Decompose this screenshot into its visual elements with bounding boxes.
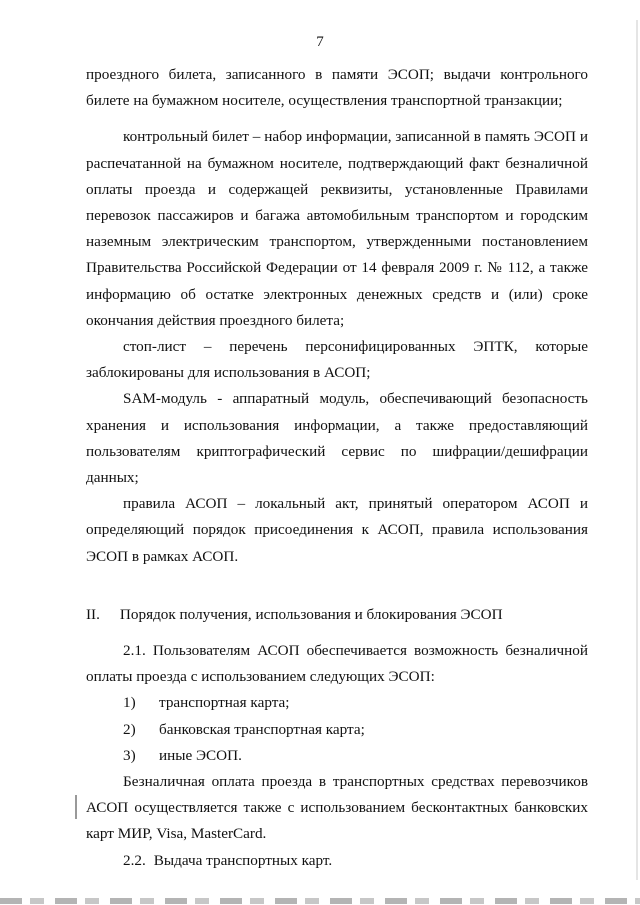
paragraph-asop-rules: правила АСОП – локальный акт, принятый оператором АСОП и определяющий порядок присоединения к АСОП, правила использования ЭСОП в рамках АСОП. bbox=[86, 495, 588, 565]
section-title: Порядок получения, использования и блокирования ЭСОП bbox=[119, 605, 503, 623]
page-number: 7 bbox=[316, 34, 324, 50]
list-item-number: 3) bbox=[123, 746, 136, 764]
clause-2-1: 2.1. Пользователям АСОП обеспечивается возможность безналичной оплаты проезда с использованием следующих ЭСОП: bbox=[86, 642, 588, 686]
scan-right-edge bbox=[636, 20, 638, 880]
clause-2-2 bbox=[86, 848, 588, 874]
paragraph-sam-module: SAM-модуль - аппаратный модуль, обеспечивающий безопасность хранения и использования информации, а также предоставляющий пользователям криптографический сервис по шифрации/дешифрации данных; bbox=[86, 390, 588, 487]
paragraph-cashless-payment: Безналичная оплата проезда в транспортных средствах перевозчиков АСОП осуществляется также с использованием бесконтактных банковских карт МИР, Visa, MasterCard. bbox=[86, 773, 588, 843]
list-item bbox=[86, 717, 588, 743]
scan-margin-mark bbox=[75, 795, 77, 819]
section-number: II. bbox=[86, 605, 100, 623]
list-item-text: банковская транспортная карта; bbox=[159, 720, 365, 738]
clause-2-2-text: Выдача транспортных карт. bbox=[153, 851, 333, 869]
list-item bbox=[86, 743, 588, 769]
list-item-text: иные ЭСОП. bbox=[159, 746, 242, 764]
paragraph-control-ticket: контрольный билет – набор информации, записанной в память ЭСОП и распечатанной на бумажном носителе, подтверждающий факт безналичной оплаты проезда и содержащей реквизиты, установленные Правилами перевозок пассажиров и багажа автомобильным транспортом и городским наземным электрическим транспортом, утвержденными постановлением Правительства Российской Федерации от 14 февраля 2009 г. № 112, а также информацию об остатке электронных денежных средств и (или) сроке окончания действия проездного билета; bbox=[86, 128, 588, 329]
list-item-number: 1) bbox=[123, 694, 136, 712]
list-item-number: 2) bbox=[123, 720, 136, 738]
list-item bbox=[86, 690, 588, 716]
paragraph-stop-list: стоп-лист – перечень персонифицированных ЭПТК, которые bbox=[123, 338, 588, 356]
paragraph-stop-list-end: заблокированы для использования в АСОП; bbox=[86, 364, 371, 382]
list-item-text: транспортная карта; bbox=[159, 694, 290, 712]
document-body bbox=[86, 62, 588, 874]
paragraph-ticket-continued: проездного билета, записанного в памяти ЭСОП; выдачи контрольного билете на бумажном носителе, осуществления транспортной транзакции; bbox=[86, 66, 588, 110]
section-heading bbox=[86, 602, 588, 628]
clause-2-2-number: 2.2. bbox=[123, 851, 146, 869]
scan-bottom-edge bbox=[0, 898, 640, 904]
